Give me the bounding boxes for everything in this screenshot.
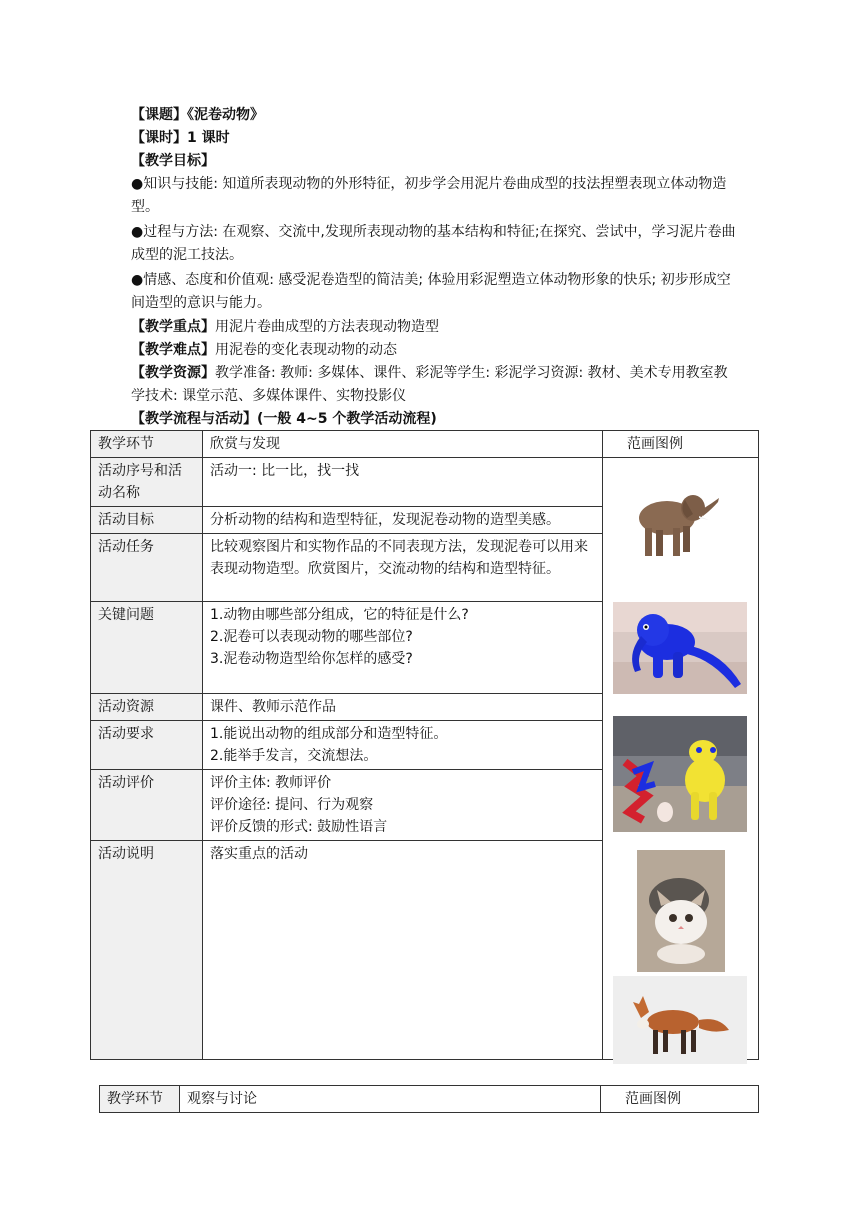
activity-table [90, 430, 759, 1060]
clay-animals-photo [613, 716, 747, 832]
cat-photo [637, 850, 725, 972]
row-label: 关键问题 [91, 602, 203, 694]
stage-header: 教学环节 [100, 1086, 180, 1113]
row-value: 活动一: 比一比，找一找 [203, 458, 603, 507]
stage-value: 观察与讨论 [180, 1086, 601, 1113]
evaluation-line: 评价途径: 提问、行为观察 [210, 797, 374, 813]
question-line: 2.泥卷可以表现动物的哪些部位? [210, 629, 413, 645]
question-line: 1.动物由哪些部分组成，它的特征是什么? [210, 607, 469, 623]
flow-note: (一般 4~5 个教学活动流程) [257, 411, 437, 427]
blue-clay-elephant [613, 602, 747, 694]
table-header-row [100, 1086, 759, 1113]
row-label: 活动任务 [91, 534, 203, 602]
requirement-line: 1.能说出动物的组成部分和造型特征。 [210, 726, 448, 742]
row-label: 活动要求 [91, 721, 203, 770]
hours-value: 1 课时 [187, 130, 230, 146]
row-value: 落实重点的活动 [203, 841, 603, 1060]
goal-knowledge: ●知识与技能: 知道所表现动物的外形特征，初步学会用泥片卷曲成型的技法捏塑表现立体动物造型。 [131, 176, 727, 215]
row-value [203, 602, 603, 694]
hours-line [131, 127, 736, 150]
difficulty-line [131, 339, 736, 362]
stage-header: 教学环节 [91, 431, 203, 458]
topic-line [131, 104, 736, 127]
row-value: 比较观察图片和实物作品的不同表现方法，发现泥卷可以用来表现动物造型。欣赏图片，交流动物的结构和造型特征。 [203, 534, 603, 602]
row-label: 活动资源 [91, 694, 203, 721]
key-point-label: 【教学重点】 [131, 319, 215, 335]
row-label: 活动序号和活动名称 [91, 458, 203, 507]
row-value [203, 770, 603, 841]
fox-photo [613, 976, 747, 1064]
key-point-line [131, 316, 736, 339]
stage-value: 欣赏与发现 [203, 431, 603, 458]
key-point-value: 用泥片卷曲成型的方法表现动物造型 [215, 319, 439, 335]
row-value [203, 721, 603, 770]
hours-label: 【课时】 [131, 130, 187, 146]
elephant-photo [627, 484, 721, 562]
goal-process: ●过程与方法: 在观察、交流中,发现所表现动物的基本结构和特征;在探究、尝试中，学习泥片卷曲成型的泥工技法。 [131, 224, 736, 263]
flow-line [131, 408, 736, 431]
topic-label: 【课题】 [131, 107, 187, 123]
difficulty-value: 用泥卷的变化表现动物的动态 [215, 342, 397, 358]
examples-header: 范画图例 [603, 431, 759, 458]
flow-label: 【教学流程与活动】 [131, 411, 257, 427]
row-label: 活动评价 [91, 770, 203, 841]
evaluation-line: 评价主体: 教师评价 [210, 775, 332, 791]
topic-value: 《泥卷动物》 [187, 107, 264, 123]
goal-emotion: ●情感、态度和价值观: 感受泥卷造型的简洁美; 体验用彩泥塑造立体动物形象的快乐; 初步形成空间造型的意识与能力。 [131, 272, 731, 311]
example-images-cell [603, 458, 759, 1060]
evaluation-line: 评价反馈的形式: 鼓励性语言 [210, 819, 388, 835]
row-label: 活动目标 [91, 507, 203, 534]
row-value: 课件、教师示范作品 [203, 694, 603, 721]
table-row [91, 458, 759, 507]
resources-label: 【教学资源】 [131, 365, 215, 381]
question-line: 3.泥卷动物造型给你怎样的感受? [210, 651, 413, 667]
activity-table-2 [99, 1085, 759, 1113]
resources-line [131, 362, 736, 408]
table-header-row [91, 431, 759, 458]
difficulty-label: 【教学难点】 [131, 342, 215, 358]
goals-label: 【教学目标】 [131, 153, 215, 169]
row-value: 分析动物的结构和造型特征，发现泥卷动物的造型美感。 [203, 507, 603, 534]
resources-value: 教学准备: 教师: 多媒体、课件、彩泥等学生: 彩泥学习资源: 教材、美术专用教室教学技术: 课堂示范、多媒体课件、实物投影仪 [131, 365, 728, 404]
row-label: 活动说明 [91, 841, 203, 1060]
examples-header: 范画图例 [601, 1086, 759, 1113]
requirement-line: 2.能举手发言，交流想法。 [210, 748, 378, 764]
